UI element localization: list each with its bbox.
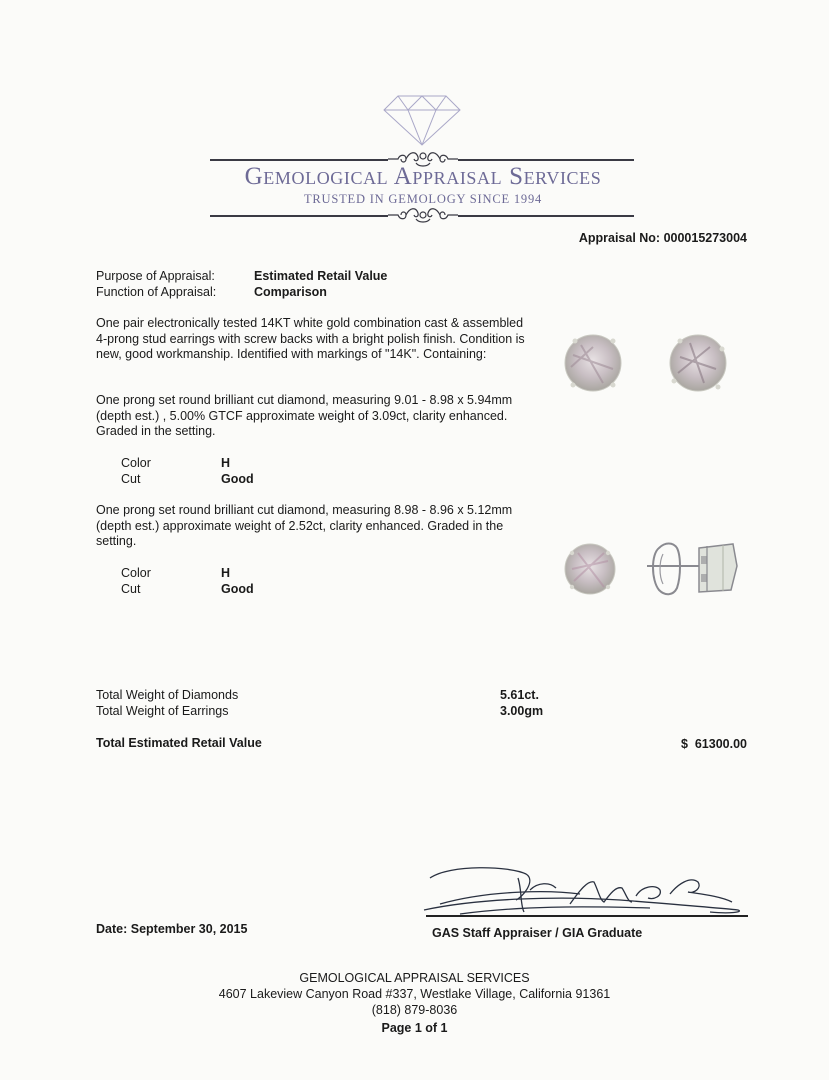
grade-value-color: H [221, 566, 231, 580]
signature [420, 860, 750, 920]
appraisal-date: Date: September 30, 2015 [96, 922, 248, 936]
grade-label-cut: Cut [121, 582, 141, 596]
grade-value-cut: Good [221, 582, 254, 596]
diamond-icon [382, 94, 462, 146]
purpose-value: Estimated Retail Value [254, 269, 388, 283]
earring-photo [668, 333, 728, 393]
footer-address: 4607 Lakeview Canyon Road #337, Westlake Village, California 91361 [218, 987, 611, 1001]
earring-photo [564, 543, 616, 595]
stone-description: One prong set round brilliant cut diamond, measuring 9.01 - 8.98 x 5.94mm (depth est.) , 5.00% GTCF approximate weight of 3.09ct, clarity enhanced. Graded in the setting. [96, 393, 513, 439]
grade-value-color: H [221, 456, 231, 470]
brand-tagline: TRUSTED IN GEMOLOGY SINCE 1994 [303, 192, 543, 206]
header-rule [458, 159, 634, 161]
brand-name: Gemological Appraisal Services [244, 163, 602, 190]
earring-photo [563, 333, 623, 393]
item-description: One pair electronically tested 14KT white gold combination cast & assembled 4-prong stud earrings with screw backs with a bright polish finish. Condition is new, good workmanship. Identified with markings of "14K". Containing: [96, 316, 525, 362]
header-rule [210, 159, 388, 161]
grade-label-cut: Cut [121, 472, 141, 486]
header-rule [210, 215, 388, 217]
purpose-label: Purpose of Appraisal: [96, 269, 215, 283]
header-rule [458, 215, 634, 217]
page-number: Page 1 of 1 [381, 1021, 448, 1035]
total-earrings-label: Total Weight of Earrings [96, 704, 229, 718]
grade-label-color: Color [121, 566, 151, 580]
total-retail-value: $ 61300.00 [680, 737, 747, 751]
function-label: Function of Appraisal: [96, 285, 217, 299]
appraisal-number: Appraisal No: 000015273004 [578, 231, 747, 245]
total-diamonds-value: 5.61ct. [500, 688, 539, 702]
signature-line [426, 915, 748, 917]
function-value: Comparison [254, 285, 327, 299]
stone-description: One prong set round brilliant cut diamond, measuring 8.98 - 8.96 x 5.12mm (depth est.) approximate weight of 2.52ct, clarity enhanced. Graded in the setting. [96, 503, 513, 549]
grade-label-color: Color [121, 456, 151, 470]
total-diamonds-label: Total Weight of Diamonds [96, 688, 239, 702]
footer-phone: (818) 879-8036 [371, 1003, 458, 1017]
earring-side-photo [643, 540, 739, 600]
total-retail-label: Total Estimated Retail Value [96, 736, 262, 750]
total-earrings-value: 3.00gm [500, 704, 544, 718]
scroll-ornament-icon [386, 203, 460, 227]
footer-company: GEMOLOGICAL APPRAISAL SERVICES [299, 971, 530, 985]
appraiser-title: GAS Staff Appraiser / GIA Graduate [432, 926, 643, 940]
grade-value-cut: Good [221, 472, 254, 486]
